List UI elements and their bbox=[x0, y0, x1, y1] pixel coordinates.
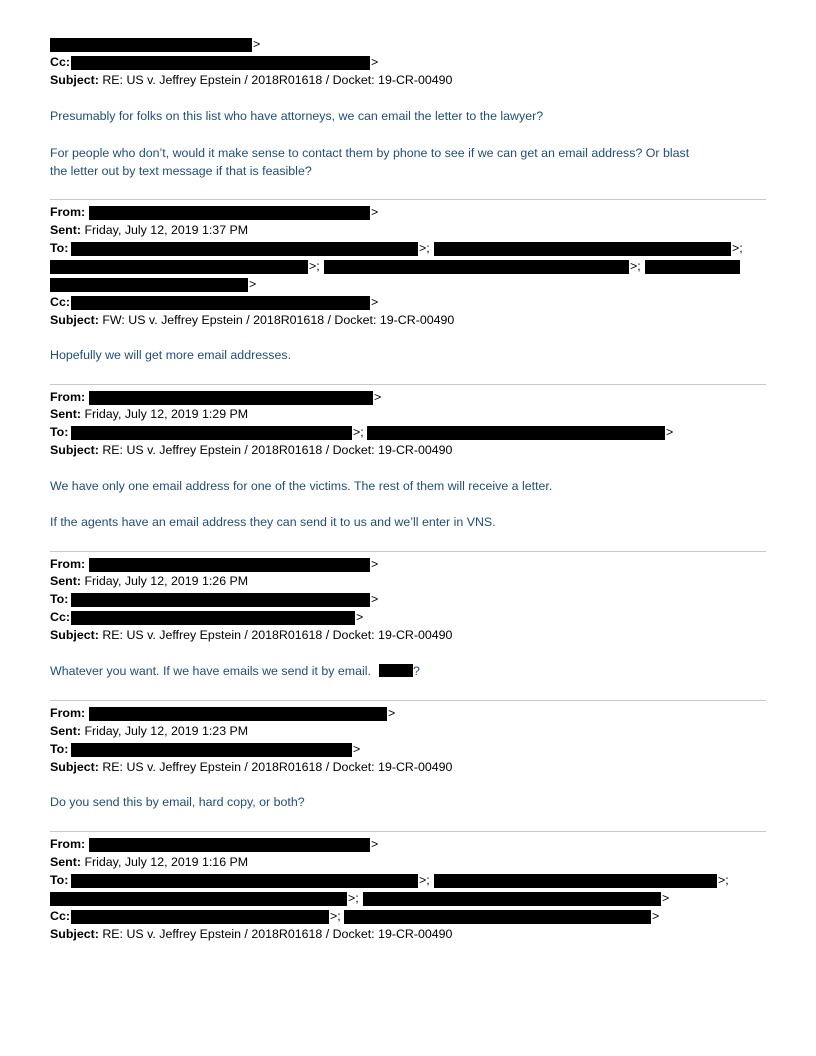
from-label: From: bbox=[50, 706, 86, 720]
address-sep: >; bbox=[732, 241, 743, 255]
to-line bbox=[50, 423, 68, 441]
message-body-line: Do you send this by email, hard copy, or both? bbox=[50, 795, 305, 809]
address-close: > bbox=[249, 277, 257, 291]
subject-label: Subject: bbox=[50, 443, 99, 457]
redaction-bar bbox=[71, 743, 352, 757]
cc-line bbox=[50, 293, 70, 311]
cc-line bbox=[50, 608, 70, 626]
address-close: > bbox=[371, 557, 379, 571]
subject-text: RE: US v. Jeffrey Epstein / 2018R01618 / Docket: 19-CR-00490 bbox=[102, 628, 453, 642]
message-separator bbox=[50, 831, 766, 832]
cc-label: Cc: bbox=[50, 909, 70, 923]
subject-label: Subject: bbox=[50, 313, 99, 327]
address-close: > bbox=[388, 706, 396, 720]
subject-label: Subject: bbox=[50, 927, 99, 941]
cc-label: Cc: bbox=[50, 610, 70, 624]
redaction-bar bbox=[50, 892, 347, 906]
redaction-bar bbox=[324, 260, 629, 274]
message-separator bbox=[50, 384, 766, 385]
to-label: To: bbox=[50, 241, 69, 255]
redaction-bar bbox=[50, 38, 252, 52]
sent-value: Friday, July 12, 2019 1:37 PM bbox=[84, 223, 249, 237]
redaction-bar bbox=[71, 296, 370, 310]
subject-text: FW: US v. Jeffrey Epstein / 2018R01618 / Docket: 19-CR-00490 bbox=[102, 313, 455, 327]
redaction-bar bbox=[344, 910, 651, 924]
subject-line bbox=[50, 311, 454, 329]
address-close: > bbox=[371, 592, 379, 606]
redaction-bar bbox=[71, 910, 329, 924]
address-close: > bbox=[371, 205, 379, 219]
from-line bbox=[50, 388, 85, 406]
redaction-bar bbox=[50, 278, 248, 292]
from-label: From: bbox=[50, 390, 86, 404]
sent-label: Sent: bbox=[50, 855, 81, 869]
sent-line bbox=[50, 853, 248, 871]
subject-line bbox=[50, 626, 452, 644]
to-line bbox=[50, 871, 68, 889]
redaction-bar bbox=[434, 874, 717, 888]
redaction-bar bbox=[89, 391, 373, 405]
address-close: > bbox=[353, 742, 361, 756]
address-close: > bbox=[371, 55, 379, 69]
address-close: > bbox=[371, 295, 379, 309]
redaction-bar bbox=[71, 426, 352, 440]
message-separator bbox=[50, 199, 766, 200]
cc-line bbox=[50, 907, 70, 925]
to-label: To: bbox=[50, 873, 69, 887]
redaction-bar bbox=[434, 242, 731, 256]
cc-label: Cc: bbox=[50, 295, 70, 309]
sent-label: Sent: bbox=[50, 407, 81, 421]
redaction-bar bbox=[89, 206, 370, 220]
address-sep: >; bbox=[718, 873, 729, 887]
subject-text: RE: US v. Jeffrey Epstein / 2018R01618 / Docket: 19-CR-00490 bbox=[102, 73, 453, 87]
subject-label: Subject: bbox=[50, 760, 99, 774]
redaction-bar bbox=[50, 260, 308, 274]
sent-line bbox=[50, 405, 248, 423]
from-label: From: bbox=[50, 205, 86, 219]
redaction-bar bbox=[71, 242, 418, 256]
address-sep: >; bbox=[309, 259, 320, 273]
redaction-bar bbox=[363, 892, 661, 906]
from-line bbox=[50, 704, 85, 722]
address-close: > bbox=[666, 425, 674, 439]
subject-text: RE: US v. Jeffrey Epstein / 2018R01618 / Docket: 19-CR-00490 bbox=[102, 760, 453, 774]
redaction-bar bbox=[71, 56, 370, 70]
redaction-bar bbox=[367, 426, 665, 440]
sent-line bbox=[50, 722, 248, 740]
from-line bbox=[50, 555, 85, 573]
subject-line bbox=[50, 925, 452, 943]
sent-value: Friday, July 12, 2019 1:23 PM bbox=[84, 724, 249, 738]
redaction-bar bbox=[89, 707, 387, 721]
to-label: To: bbox=[50, 742, 69, 756]
sent-label: Sent: bbox=[50, 223, 81, 237]
sent-value: Friday, July 12, 2019 1:26 PM bbox=[84, 574, 249, 588]
sent-label: Sent: bbox=[50, 724, 81, 738]
sent-label: Sent: bbox=[50, 574, 81, 588]
message-separator bbox=[50, 700, 766, 701]
address-close: > bbox=[652, 909, 660, 923]
cc-line bbox=[50, 53, 70, 71]
sent-value: Friday, July 12, 2019 1:16 PM bbox=[84, 855, 249, 869]
subject-line bbox=[50, 441, 452, 459]
subject-label: Subject: bbox=[50, 628, 99, 642]
message-body-line: the letter out by text message if that is feasible? bbox=[50, 164, 312, 178]
from-line bbox=[50, 835, 85, 853]
to-label: To: bbox=[50, 592, 69, 606]
to-line bbox=[50, 740, 68, 758]
message-body-line bbox=[50, 662, 420, 680]
message-body-line: Hopefully we will get more email addresses. bbox=[50, 348, 292, 362]
address-sep: >; bbox=[630, 259, 641, 273]
sent-line bbox=[50, 221, 248, 239]
to-label: To: bbox=[50, 425, 69, 439]
redaction-bar bbox=[71, 593, 370, 607]
message-body-line: We have only one email address for one of the victims. The rest of them will receive a letter. bbox=[50, 479, 553, 493]
redaction-bar bbox=[89, 838, 370, 852]
message-body-text: Whatever you want. If we have emails we send it by email. bbox=[50, 664, 371, 678]
redaction-bar bbox=[645, 260, 740, 274]
redaction-bar bbox=[71, 611, 355, 625]
address-close: > bbox=[662, 891, 670, 905]
address-sep: >; bbox=[419, 241, 430, 255]
message-body-line: If the agents have an email address they can send it to us and we’ll enter in VNS. bbox=[50, 515, 496, 529]
to-line bbox=[50, 590, 68, 608]
subject-text: RE: US v. Jeffrey Epstein / 2018R01618 / Docket: 19-CR-00490 bbox=[102, 927, 453, 941]
sent-line bbox=[50, 572, 248, 590]
from-line bbox=[50, 203, 85, 221]
subject-label: Subject: bbox=[50, 73, 99, 87]
address-close: > bbox=[253, 37, 261, 51]
address-close: > bbox=[371, 837, 379, 851]
from-label: From: bbox=[50, 557, 86, 571]
message-body-line: Presumably for folks on this list who have attorneys, we can email the letter to the lawyer? bbox=[50, 109, 544, 123]
address-close: > bbox=[374, 390, 382, 404]
subject-text: RE: US v. Jeffrey Epstein / 2018R01618 / Docket: 19-CR-00490 bbox=[102, 443, 453, 457]
redaction-bar bbox=[89, 558, 370, 572]
redaction-bar bbox=[379, 664, 413, 677]
message-body-line: For people who don’t, would it make sense to contact them by phone to see if we can get an email address? Or blast bbox=[50, 146, 690, 160]
subject-line bbox=[50, 71, 452, 89]
address-sep: >; bbox=[330, 909, 341, 923]
message-separator bbox=[50, 551, 766, 552]
address-sep: >; bbox=[353, 425, 364, 439]
address-sep: >; bbox=[419, 873, 430, 887]
address-close: > bbox=[356, 610, 364, 624]
message-body-text: ? bbox=[412, 664, 420, 678]
cc-label: Cc: bbox=[50, 55, 70, 69]
redaction-bar bbox=[71, 874, 418, 888]
address-sep: >; bbox=[348, 891, 359, 905]
sent-value: Friday, July 12, 2019 1:29 PM bbox=[84, 407, 249, 421]
to-line bbox=[50, 239, 68, 257]
from-label: From: bbox=[50, 837, 86, 851]
subject-line bbox=[50, 758, 452, 776]
